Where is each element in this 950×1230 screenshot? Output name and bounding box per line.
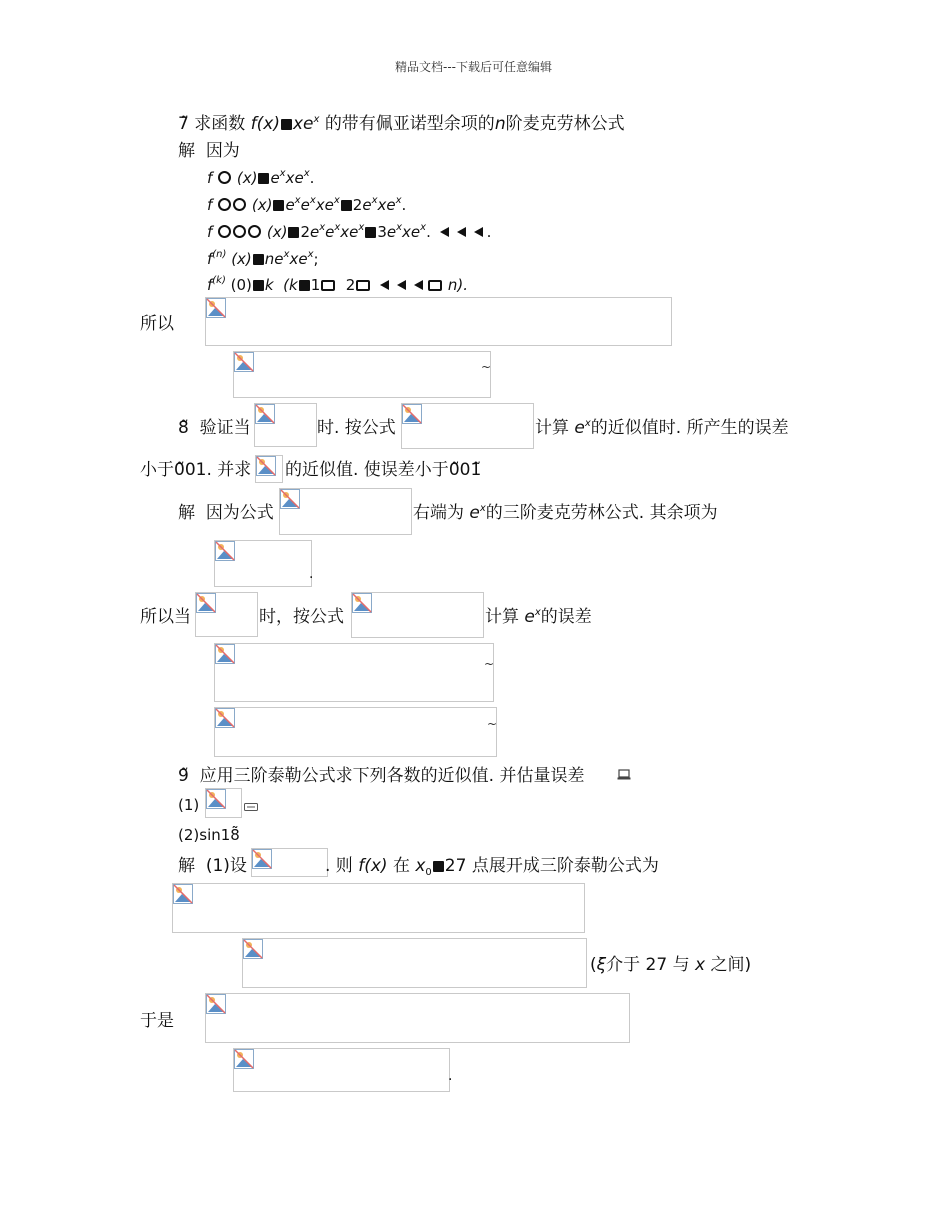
problem-7-title: 7̃ 求函数 f(x) $xe^x$ 的带有佩亚诺型余项的n阶麦克劳林公式	[178, 114, 625, 134]
broken-image-icon	[196, 593, 216, 613]
item-1-label: (1)	[178, 796, 200, 814]
formula-image	[279, 488, 412, 535]
item-2-label: (2)sin18̃	[178, 826, 240, 844]
formula-image	[233, 1048, 453, 1092]
laptop-icon	[617, 767, 631, 781]
formula-image	[214, 643, 494, 702]
formula-image	[401, 403, 534, 449]
problem-8-text: 的近似值. 使误差小于0̃01̃	[285, 460, 482, 480]
broken-image-icon	[206, 994, 226, 1014]
formula-image	[205, 788, 242, 818]
problem-8-text: 计算 $e^x$的误差	[485, 607, 592, 627]
broken-image-icon	[173, 884, 193, 904]
problem-8-when: 所以当	[140, 607, 191, 627]
tilde-mark: ~	[487, 717, 498, 731]
broken-image-icon	[252, 849, 272, 869]
prime-glyph	[218, 171, 231, 184]
formula-image	[214, 707, 497, 757]
period-mark: .	[309, 566, 314, 582]
derivative-k-at-zero: $f^{(k)}$ (0) k (k 1 2 n).	[207, 275, 469, 294]
so-label: 所以	[140, 314, 174, 334]
broken-image-icon	[402, 404, 422, 424]
derivative-2: f (x) $e^xe^xxe^x$ $2e^xxe^x$.	[207, 195, 407, 214]
broken-image-icon	[215, 708, 235, 728]
problem-number: 7̃	[178, 114, 189, 134]
problem-9-text: . 则 f(x) 在 $x_0$ 27 点展开成三阶泰勒公式为	[325, 856, 659, 878]
solution-label: 解 (1)设	[178, 856, 247, 876]
problem-9-title: 9̃ 应用三阶泰勒公式求下列各数的近似值. 并估量误差	[178, 766, 585, 786]
page-header: 精品文档---下载后可任意编辑	[395, 60, 552, 74]
solution-label: 解 因为	[178, 141, 240, 161]
broken-image-icon	[215, 644, 235, 664]
problem-8-text: 计算 $e^x$的近似值时. 所产生的误差	[535, 418, 789, 438]
broken-image-icon	[243, 939, 263, 959]
problem-8-text: 时，按公式	[259, 607, 344, 627]
problem-8-line1: 8̃ 验证当	[178, 418, 251, 438]
ellipsis-glyph	[440, 227, 449, 237]
formula-image	[255, 455, 283, 483]
broken-image-icon	[280, 489, 300, 509]
broken-image-icon	[352, 593, 372, 613]
xi-between-note: (ξ介于 27 与 x 之间)	[590, 955, 752, 975]
tilde-mark: ~	[481, 360, 492, 374]
broken-image-icon	[215, 541, 235, 561]
formula-image	[172, 883, 585, 933]
period-mark: .	[448, 1068, 453, 1084]
formula-image	[233, 351, 491, 398]
formula-image	[195, 592, 258, 637]
formula-image	[205, 993, 630, 1043]
broken-image-icon	[234, 1049, 254, 1069]
broken-image-icon	[206, 789, 226, 809]
broken-image-icon	[206, 298, 226, 318]
derivative-n: $f^{(n)}$ (x) $ne^xxe^x$;	[207, 249, 319, 268]
equals-glyph	[281, 119, 292, 130]
formula-image	[242, 938, 587, 988]
keyboard-icon	[244, 803, 258, 811]
derivative-1: f (x) $e^xxe^x$.	[207, 168, 315, 187]
broken-image-icon	[256, 456, 276, 476]
broken-image-icon	[255, 404, 275, 424]
problem-8-line2: 小于0̃01. 并求	[140, 460, 252, 480]
problem-8-text: 右端为 $e^x$的三阶麦克劳林公式. 其余项为	[413, 503, 718, 523]
broken-image-icon	[234, 352, 254, 372]
formula-image	[351, 592, 484, 638]
derivative-3: f (x) $2e^xe^xxe^x$ $3e^xxe^x$. .	[207, 222, 492, 241]
solution-label: 解 因为公式	[178, 503, 274, 523]
formula-image	[251, 848, 328, 877]
therefore-label: 于是	[140, 1011, 174, 1031]
problem-8-text: 时. 按公式	[317, 418, 396, 438]
formula-image	[205, 297, 672, 346]
formula-image	[214, 540, 312, 587]
tilde-mark: ~	[484, 657, 495, 671]
formula-image	[254, 403, 317, 447]
